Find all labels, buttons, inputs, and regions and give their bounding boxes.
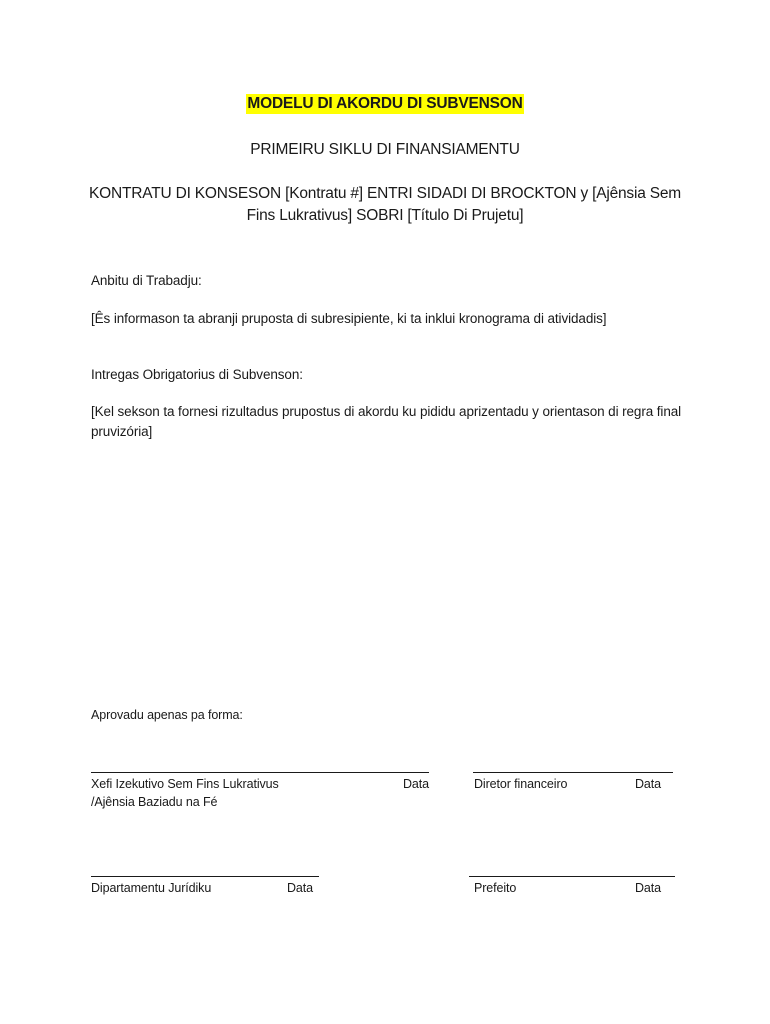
signature-line-mayor xyxy=(469,876,675,877)
signature-date-cfo: Data xyxy=(635,777,662,791)
signature-label-nonprofit-agency: /Ajênsia Baziadu na Fé xyxy=(91,795,218,809)
document-subtitle: PRIMEIRU SIKLU DI FINANSIAMENTU xyxy=(250,141,520,158)
title-container xyxy=(0,94,770,114)
contract-heading: KONTRATU DI KONSESON [Kontratu #] ENTRI SIDADI DI BROCKTON y [Ajênsia Sem Fins Lukrativus] SOBRI [Título Di Prujetu] xyxy=(88,185,682,224)
signature-date-legal: Data xyxy=(287,881,314,895)
signature-line-nonprofit-exec xyxy=(91,772,429,773)
document-title: MODELU DI AKORDU DI SUBVENSON xyxy=(247,95,523,112)
deliverables-label: Intregas Obrigatorius di Subvenson: xyxy=(91,367,303,382)
signature-label-legal: Dipartamentu Jurídiku xyxy=(91,881,212,895)
signature-label-nonprofit-exec: Xefi Izekutivo Sem Fins Lukrativus xyxy=(91,777,279,791)
signature-date-nonprofit-exec: Data xyxy=(403,777,430,791)
scope-text: [Ês informason ta abranji pruposta di subresipiente, ki ta inklui kronograma di atividadis] xyxy=(91,311,607,326)
approval-label: Aprovadu apenas pa forma: xyxy=(91,708,243,722)
signature-label-cfo: Diretor financeiro xyxy=(474,777,568,791)
signature-line-legal xyxy=(91,876,319,877)
signature-date-mayor: Data xyxy=(635,881,662,895)
signature-label-mayor: Prefeito xyxy=(474,881,517,895)
deliverables-text: [Kel sekson ta fornesi rizultadus prupostus di akordu ku pididu aprizentadu y orientason di regra final pruvizória] xyxy=(91,404,682,439)
signature-line-cfo xyxy=(473,772,673,773)
scope-label: Anbitu di Trabadju: xyxy=(91,273,202,288)
